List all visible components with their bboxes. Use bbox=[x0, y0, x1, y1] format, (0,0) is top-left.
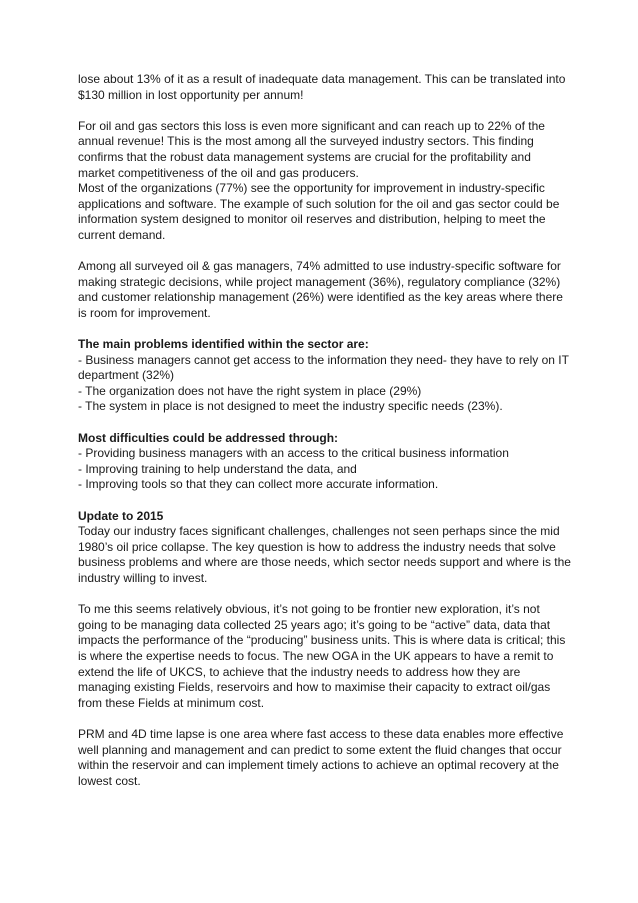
paragraph-oil-gas-loss bbox=[78, 119, 568, 181]
text-line: For oil and gas sectors this loss is even more significant and can reach up to 22% of the bbox=[78, 118, 545, 133]
list-item: department (32%) bbox=[78, 368, 175, 383]
section-heading: Most difficulties could be addressed through: bbox=[78, 430, 339, 445]
text-line: well planning and management and can predict to some extent the fluid changes that occur bbox=[78, 742, 562, 757]
text-line: making strategic decisions, while project management (36%), regulatory compliance (32%) bbox=[78, 274, 561, 289]
text-line: business problems and where are those needs, which sector needs support and where is the bbox=[78, 555, 571, 570]
text-line: Among all surveyed oil & gas managers, 74% admitted to use industry-specific software for bbox=[78, 259, 561, 274]
list-item: - Improving training to help understand the data, and bbox=[78, 461, 357, 476]
list-item: - Business managers cannot get access to the information they need- they have to rely on IT bbox=[78, 352, 569, 367]
paragraph-improvement-opportunity bbox=[78, 181, 568, 243]
text-line: market competitiveness of the oil and gas producers. bbox=[78, 165, 359, 180]
text-line: annual revenue! This is the most among all the surveyed industry sectors. This finding bbox=[78, 134, 534, 149]
text-line: $130 million in lost opportunity per annum! bbox=[78, 87, 304, 102]
text-line: lose about 13% of it as a result of inadequate data management. This can be translated into bbox=[78, 72, 566, 86]
paragraph-prm-4d bbox=[78, 727, 568, 789]
text-line: confirms that the robust data management systems are crucial for the profitability and bbox=[78, 149, 531, 164]
text-line: lowest cost. bbox=[78, 773, 141, 788]
paragraph-active-data bbox=[78, 602, 568, 711]
paragraph-data-loss bbox=[78, 72, 568, 103]
text-line: current demand. bbox=[78, 227, 166, 242]
text-line: information system designed to monitor oil reserves and distribution, helping to meet the bbox=[78, 212, 546, 227]
text-line: extend the life of UKCS, to achieve that the industry needs to address how they are bbox=[78, 664, 521, 679]
text-line: managing existing Fields, reservoirs and how to maximise their capacity to extract oil/gas bbox=[78, 680, 551, 695]
text-line: and customer relationship management (26%) were identified as the key areas where there bbox=[78, 290, 563, 305]
text-line: Most of the organizations (77%) see the opportunity for improvement in industry-specific bbox=[78, 181, 545, 196]
paragraph-surveyed-managers bbox=[78, 259, 568, 321]
section-heading: Update to 2015 bbox=[78, 508, 164, 523]
text-line: Today our industry faces significant challenges, challenges not seen perhaps since the mid bbox=[78, 524, 560, 539]
section-difficulties-addressed bbox=[78, 431, 568, 493]
text-line: industry willing to invest. bbox=[78, 571, 208, 585]
section-heading: The main problems identified within the sector are: bbox=[78, 337, 369, 352]
section-main-problems bbox=[78, 337, 568, 415]
text-line: going to be managing data collected 25 years ago; it’s going to be “active” data, data that bbox=[78, 617, 551, 632]
text-line: To me this seems relatively obvious, it’s not going to be frontier new exploration, it’s not bbox=[78, 602, 540, 617]
list-item: - The organization does not have the right system in place (29%) bbox=[78, 383, 422, 398]
text-line: PRM and 4D time lapse is one area where fast access to these data enables more effective bbox=[78, 726, 564, 741]
text-line: applications and software. The example of such solution for the oil and gas sector could be bbox=[78, 196, 560, 211]
text-line: impacts the performance of the “producing” business units. This is where data is critical; this bbox=[78, 633, 566, 648]
list-item: - Providing business managers with an access to the critical business information bbox=[78, 446, 509, 461]
section-update-2015 bbox=[78, 508, 571, 587]
list-item: - Improving tools so that they can collect more accurate information. bbox=[78, 477, 439, 492]
text-line: 1980’s oil price collapse. The key question is how to address the industry needs that solve bbox=[78, 539, 556, 554]
text-line: within the reservoir and can implement timely actions to achieve an optimal recovery at the bbox=[78, 758, 559, 773]
list-item: - The system in place is not designed to meet the industry specific needs (23%). bbox=[78, 399, 503, 414]
text-line: is where the expertise needs to focus. The new OGA in the UK appears to have a remit to bbox=[78, 648, 554, 663]
document-page bbox=[78, 72, 571, 805]
text-line: is room for improvement. bbox=[78, 305, 211, 320]
text-line: from these Fields at minimum cost. bbox=[78, 695, 265, 710]
